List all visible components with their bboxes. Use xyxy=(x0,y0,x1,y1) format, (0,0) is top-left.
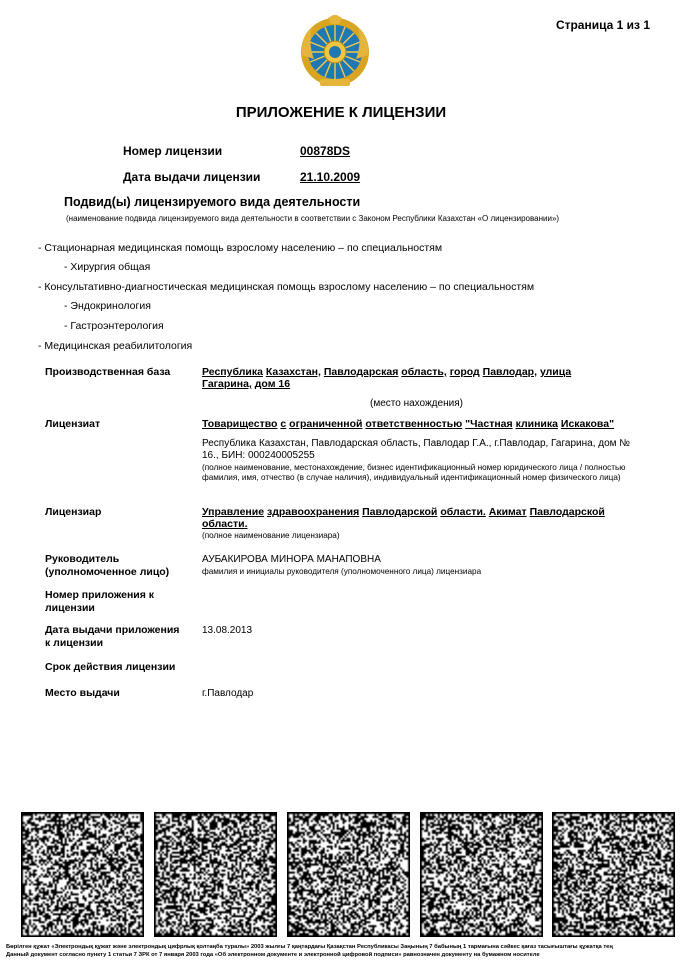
license-date-label: Дата выдачи лицензии xyxy=(123,170,261,184)
appendix-number-label-line: Номер приложения к xyxy=(45,589,155,601)
licensee-word: Искакова" xyxy=(560,418,615,430)
subtype-title: Подвид(ы) лицензируемого вида деятельности xyxy=(64,195,361,209)
licensor-word: Павлодарской xyxy=(362,506,438,518)
licensee-word: Товарищество xyxy=(202,418,278,430)
licensee-note: (полное наименование, местонахождение, бизнес идентификационный номер юридического лица / полностью фамилия, имя, отчество (в случае наличия), индивидуальный идентификационный номер физического лица) xyxy=(202,463,626,482)
appendix-number-label-line: лицензии xyxy=(45,602,95,614)
head-name: АУБАКИРОВА МИНОРА МАНАПОВНА xyxy=(202,554,381,565)
license-date-value: 21.10.2009 xyxy=(300,170,361,184)
licensee-label: Лицензиат xyxy=(45,418,101,430)
production-base-word: улица xyxy=(539,366,572,378)
licensor-word: области. xyxy=(202,518,248,530)
footer-line-russian: Данный документ согласно пункту 1 статьи 7 ЗРК от 7 января 2003 года «Об электронном документе и электронной цифровой подписи» равнозначен документу на бумажном носителе xyxy=(6,952,540,958)
licensor-word: Управление xyxy=(202,506,265,518)
licensee-address: Республика Казахстан, Павлодарская область, Павлодар Г.А., г.Павлодар, Гагарина, дом № 16., БИН: 000240005255 xyxy=(202,438,631,461)
activity-item: - Гастроэнтерология xyxy=(64,320,164,332)
head-label xyxy=(45,553,169,579)
footer-line-kazakh: Бөрілген құжат «Электрондық құжат және электрондық цифрлық қолтаңба туралы» 2003 жылғы 7 қаңтардағы Қазақстан Республикасы Заңының 7 бабының 1 тармағына сәйкес қағаз тасығыштағы құжатқа тең xyxy=(6,944,613,950)
qr-code-icon xyxy=(21,812,144,937)
production-base-word: Казахстан, xyxy=(265,366,321,378)
kazakhstan-emblem-icon xyxy=(298,15,372,89)
qr-code-icon xyxy=(287,812,410,937)
activity-item: - Хирургия общая xyxy=(64,261,151,273)
production-base-note: (место нахождения) xyxy=(370,398,463,409)
licensor-note: (полное наименование лицензиара) xyxy=(202,531,340,540)
validity-label: Срок действия лицензии xyxy=(45,661,176,673)
footer-note xyxy=(6,943,676,959)
production-base-word: Павлодарская xyxy=(323,366,399,378)
qr-code-icon xyxy=(420,812,543,937)
licensee-value xyxy=(202,418,652,430)
license-number-value: 00878DS xyxy=(300,144,351,158)
production-base-word: область, xyxy=(401,366,447,378)
subtype-note: (наименование подвида лицензируемого вида деятельности в соответствии с Законом Республики Казахстан «О лицензировании») xyxy=(66,214,560,223)
production-base-label: Производственная база xyxy=(45,366,171,378)
production-base-value xyxy=(202,366,632,390)
licensor-word: Павлодарской xyxy=(529,506,605,518)
licensee-word: клиника xyxy=(515,418,558,430)
production-base-word: Павлодар, xyxy=(482,366,538,378)
licensee-word: ограниченной xyxy=(289,418,363,430)
issue-place-value: г.Павлодар xyxy=(202,688,254,699)
appendix-date-value: 13.08.2013 xyxy=(202,625,253,636)
production-base-word: Гагарина, xyxy=(202,378,252,390)
licensee-word: ответственностью xyxy=(365,418,463,430)
head-label-line: (уполномоченное лицо) xyxy=(45,566,170,578)
licensor-word: Акимат xyxy=(488,506,527,518)
license-number-label: Номер лицензии xyxy=(123,144,223,158)
appendix-date-label-line: Дата выдачи приложения xyxy=(45,624,180,636)
issue-place-label: Место выдачи xyxy=(45,687,120,699)
licensee-word: "Частная xyxy=(465,418,513,430)
appendix-date-label xyxy=(45,624,179,650)
page-number: Страница 1 из 1 xyxy=(555,18,650,32)
production-base-word: Республика xyxy=(202,366,263,378)
qr-code-icon xyxy=(154,812,277,937)
document-title: ПРИЛОЖЕНИЕ К ЛИЦЕНЗИИ xyxy=(235,104,447,121)
licensor-value xyxy=(202,506,642,530)
appendix-number-label xyxy=(45,589,154,615)
head-label-line: Руководитель xyxy=(45,553,120,565)
production-base-word: дом 16 xyxy=(254,378,291,390)
licensee-word: с xyxy=(280,418,287,430)
activity-item: - Эндокринология xyxy=(64,300,151,312)
appendix-date-label-line: к лицензии xyxy=(45,637,104,649)
licensor-word: области. xyxy=(440,506,486,518)
production-base-word: город xyxy=(449,366,480,378)
head-note: фамилия и инициалы руководителя (уполномоченного лица) лицензиара xyxy=(202,567,482,576)
activity-item: - Стационарная медицинская помощь взрослому населению – по специальностям xyxy=(38,242,443,254)
activity-item: - Консультативно-диагностическая медицинская помощь взрослому населению – по специальностям xyxy=(38,281,535,293)
activity-item: - Медицинская реабилитология xyxy=(38,340,193,352)
licensor-word: здравоохранения xyxy=(266,506,360,518)
licensor-label: Лицензиар xyxy=(45,506,102,518)
qr-code-icon xyxy=(552,812,675,937)
